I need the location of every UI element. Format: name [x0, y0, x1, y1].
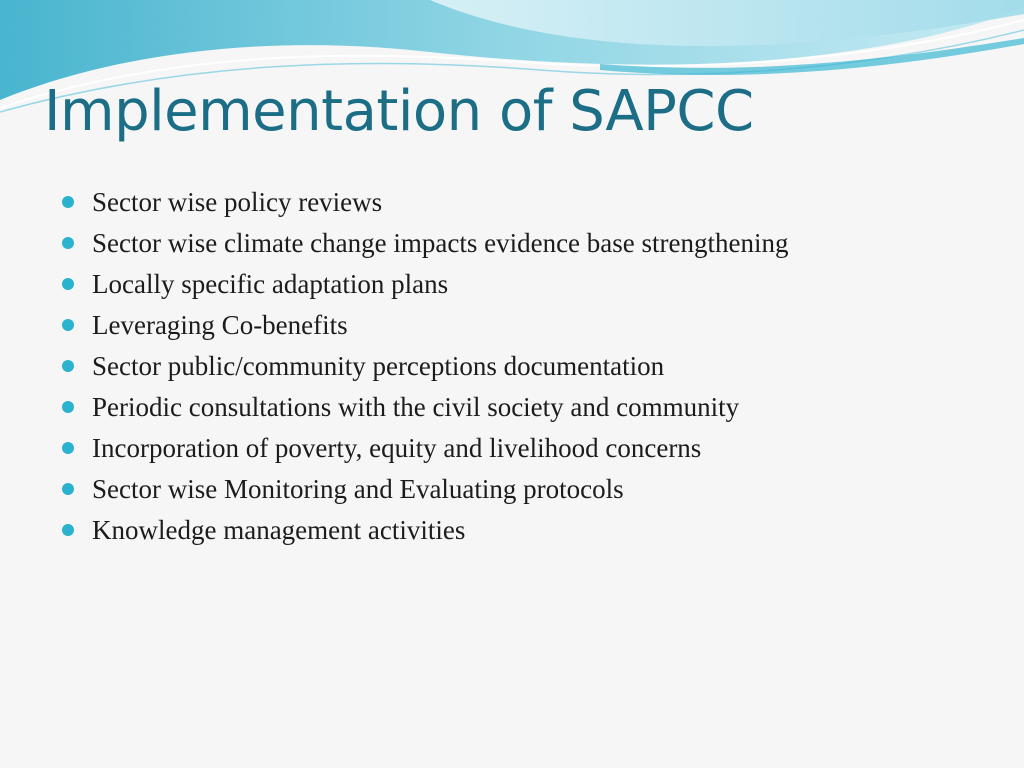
- bullet-icon: [62, 483, 74, 495]
- bullet-icon: [62, 319, 74, 331]
- bullet-item: [60, 429, 789, 470]
- bullet-icon: [62, 401, 74, 413]
- bullet-text: Sector wise climate change impacts evidence base strengthening: [92, 228, 789, 258]
- bullet-item: [60, 388, 789, 429]
- bullet-icon: [62, 237, 74, 249]
- bullet-icon: [62, 278, 74, 290]
- bullet-item: [60, 470, 789, 511]
- bullet-icon: [62, 524, 74, 536]
- bullet-text: Periodic consultations with the civil society and community: [92, 392, 740, 422]
- bullet-text: Leveraging Co-benefits: [92, 310, 348, 340]
- bullet-text: Sector public/community perceptions documentation: [92, 351, 665, 381]
- bullet-text: Sector wise Monitoring and Evaluating protocols: [92, 474, 624, 504]
- bullet-item: [60, 183, 789, 224]
- bullet-item: [60, 511, 789, 552]
- bullet-text: Incorporation of poverty, equity and livelihood concerns: [92, 433, 702, 463]
- bullet-item: [60, 265, 789, 306]
- bullet-text: Knowledge management activities: [92, 515, 466, 545]
- bullet-list: [60, 183, 789, 552]
- slide-title: Implementation of SAPCC: [44, 79, 754, 144]
- bullet-icon: [62, 196, 74, 208]
- bullet-item: [60, 306, 789, 347]
- bullet-text: Sector wise policy reviews: [92, 187, 383, 217]
- bullet-item: [60, 347, 789, 388]
- bullet-icon: [62, 360, 74, 372]
- bullet-icon: [62, 442, 74, 454]
- bullet-item: [60, 224, 789, 265]
- bullet-text: Locally specific adaptation plans: [92, 269, 449, 299]
